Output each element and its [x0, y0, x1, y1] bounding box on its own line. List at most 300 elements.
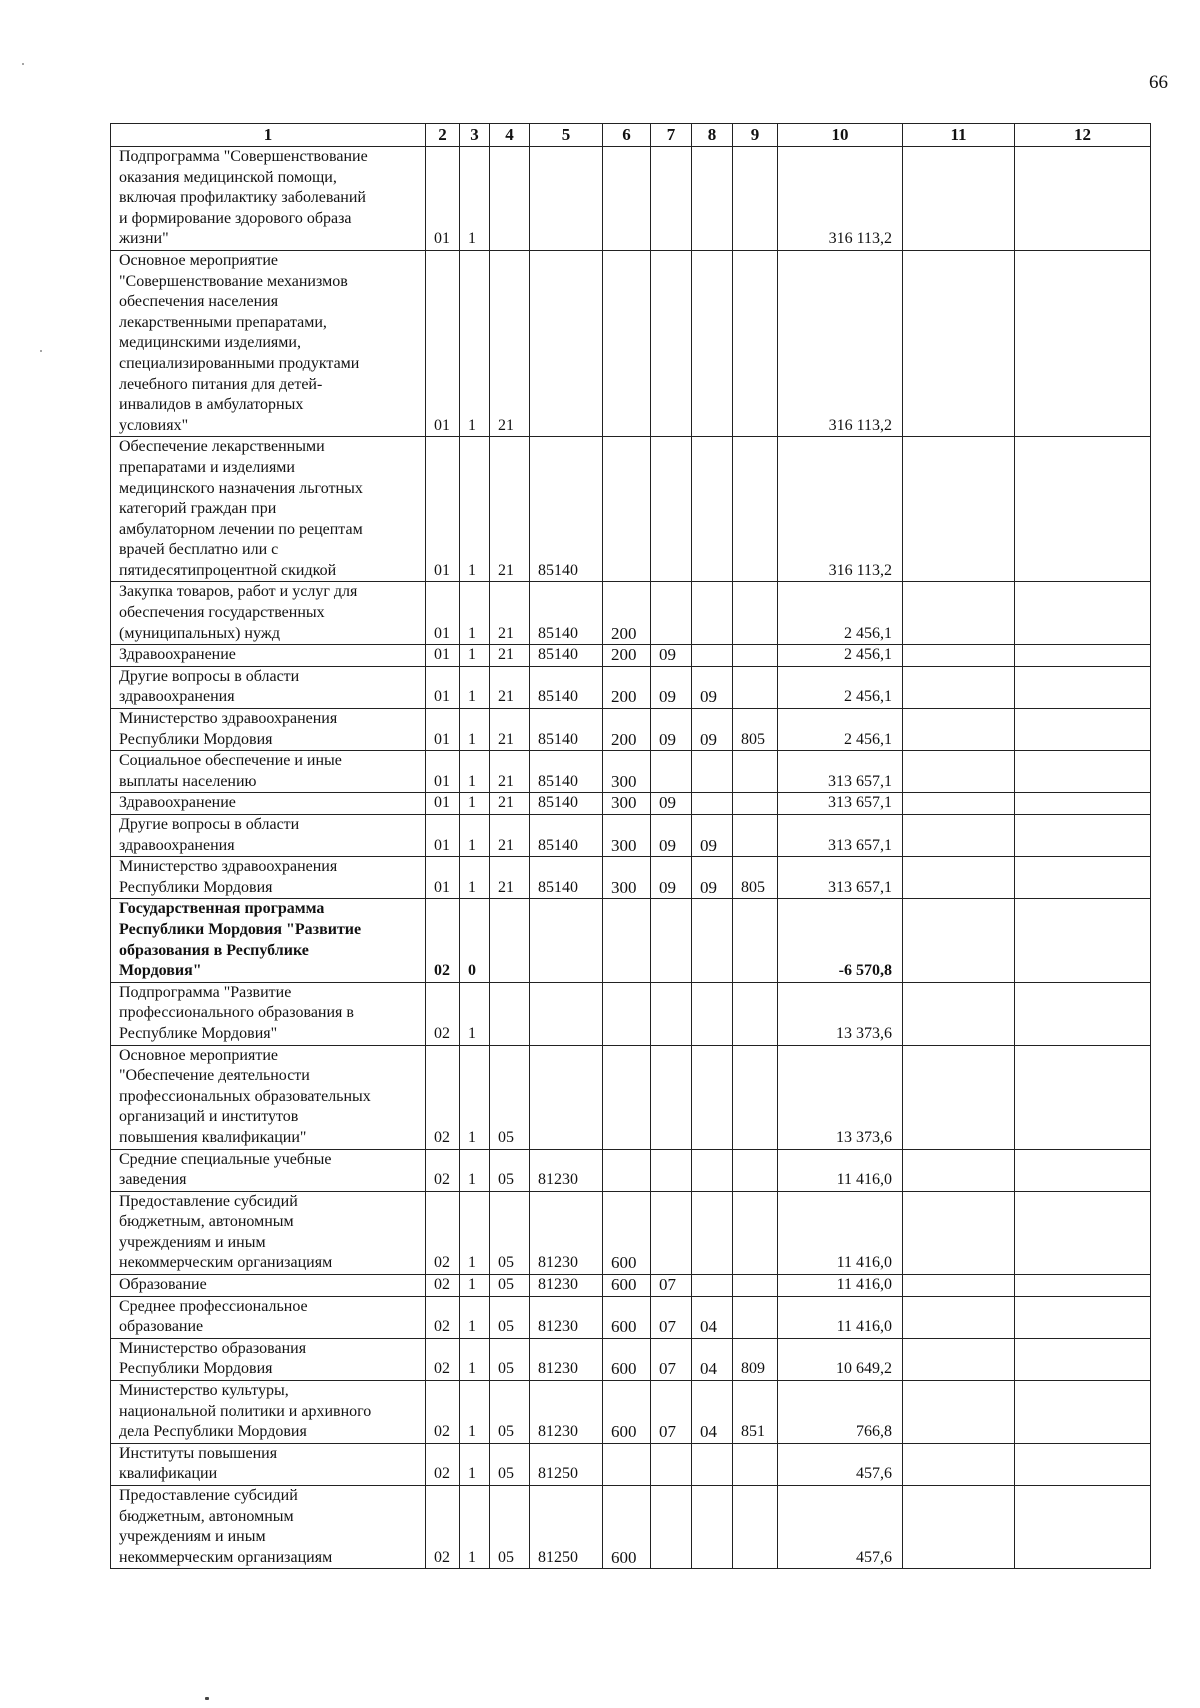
column-11-cell	[903, 437, 1015, 582]
table-row	[111, 582, 1151, 645]
subprogram-code-cell: 0	[460, 899, 490, 982]
program-code-cell: 01	[426, 147, 460, 251]
direction-code-cell: 81230	[530, 1381, 603, 1444]
row-name-cell: Министерство культуры, национальной политики и архивного дела Республики Мордовия	[111, 1381, 426, 1444]
subsection-cell: 04	[692, 1296, 733, 1338]
activity-code-cell: 21	[490, 815, 530, 857]
subprogram-code-cell: 1	[460, 437, 490, 582]
ministry-code-cell	[733, 982, 778, 1045]
expense-type-cell	[603, 982, 651, 1045]
row-name-cell: Министерство здравоохранения Республики Мордовия	[111, 709, 426, 751]
direction-code-cell	[530, 899, 603, 982]
column-12-cell	[1015, 645, 1151, 667]
activity-code-cell: 21	[490, 250, 530, 436]
ministry-code-cell	[733, 645, 778, 667]
row-name-cell: Основное мероприятие "Совершенствование механизмов обеспечения населения лекарственными препаратами, медицинскими изделиями, специализированными продуктами лечебного питания для детей- инвалидов в амбулаторных условиях"	[111, 250, 426, 436]
subprogram-code-cell: 1	[460, 751, 490, 793]
row-name-cell: Обеспечение лекарственными препаратами и изделиями медицинского назначения льготных категорий граждан при амбулаторном лечении по рецептам врачей бесплатно или с пятидесятипроцентной скидкой	[111, 437, 426, 582]
subprogram-code-cell: 1	[460, 1381, 490, 1444]
direction-code-cell: 85140	[530, 751, 603, 793]
amount-cell: 313 657,1	[778, 815, 903, 857]
section-cell: 09	[651, 709, 692, 751]
column-11-cell	[903, 250, 1015, 436]
subsection-cell	[692, 147, 733, 251]
subprogram-code-cell: 1	[460, 1275, 490, 1297]
subsection-cell	[692, 899, 733, 982]
column-11-cell	[903, 666, 1015, 708]
amount-cell: 13 373,6	[778, 1045, 903, 1149]
expense-type-cell	[603, 147, 651, 251]
column-11-cell	[903, 1045, 1015, 1149]
row-name-cell: Здравоохранение	[111, 645, 426, 667]
ministry-code-cell	[733, 1275, 778, 1297]
column-12-cell	[1015, 1338, 1151, 1380]
section-cell	[651, 1443, 692, 1485]
direction-code-cell: 85140	[530, 582, 603, 645]
column-header-12: 12	[1015, 124, 1151, 147]
column-11-cell	[903, 147, 1015, 251]
subsection-cell	[692, 645, 733, 667]
subprogram-code-cell: 1	[460, 1191, 490, 1274]
table-row	[111, 666, 1151, 708]
amount-cell: 11 416,0	[778, 1191, 903, 1274]
direction-code-cell: 85140	[530, 793, 603, 815]
column-header-10: 10	[778, 124, 903, 147]
program-code-cell: 01	[426, 709, 460, 751]
row-name-cell: Институты повышения квалификации	[111, 1443, 426, 1485]
section-cell	[651, 147, 692, 251]
program-code-cell: 02	[426, 1275, 460, 1297]
program-code-cell: 02	[426, 899, 460, 982]
expense-type-cell: 300	[603, 793, 651, 815]
subsection-cell	[692, 1275, 733, 1297]
row-name-cell: Основное мероприятие "Обеспечение деятельности профессиональных образовательных организаций и институтов повышения квалификации"	[111, 1045, 426, 1149]
expense-type-cell	[603, 1443, 651, 1485]
program-code-cell: 01	[426, 645, 460, 667]
column-12-cell	[1015, 1381, 1151, 1444]
column-11-cell	[903, 982, 1015, 1045]
amount-cell: 766,8	[778, 1381, 903, 1444]
expense-type-cell: 300	[603, 815, 651, 857]
direction-code-cell: 85140	[530, 666, 603, 708]
subprogram-code-cell: 1	[460, 147, 490, 251]
program-code-cell: 02	[426, 1296, 460, 1338]
column-11-cell	[903, 1191, 1015, 1274]
column-12-cell	[1015, 1149, 1151, 1191]
section-cell: 09	[651, 857, 692, 899]
column-11-cell	[903, 1381, 1015, 1444]
amount-cell: 2 456,1	[778, 645, 903, 667]
column-12-cell	[1015, 751, 1151, 793]
table-row	[111, 982, 1151, 1045]
page-number: 66	[1149, 72, 1168, 93]
activity-code-cell	[490, 899, 530, 982]
activity-code-cell: 05	[490, 1149, 530, 1191]
subprogram-code-cell: 1	[460, 1338, 490, 1380]
amount-cell: 316 113,2	[778, 437, 903, 582]
activity-code-cell: 21	[490, 857, 530, 899]
direction-code-cell: 81230	[530, 1275, 603, 1297]
ministry-code-cell	[733, 147, 778, 251]
subprogram-code-cell: 1	[460, 1296, 490, 1338]
table-row	[111, 1381, 1151, 1444]
table-row	[111, 1191, 1151, 1274]
table-row	[111, 751, 1151, 793]
activity-code-cell: 21	[490, 793, 530, 815]
column-header-1: 1	[111, 124, 426, 147]
table-row	[111, 1149, 1151, 1191]
table-row	[111, 645, 1151, 667]
subsection-cell	[692, 1149, 733, 1191]
expense-type-cell: 600	[603, 1338, 651, 1380]
row-name-cell: Образование	[111, 1275, 426, 1297]
column-12-cell	[1015, 899, 1151, 982]
direction-code-cell: 85140	[530, 709, 603, 751]
direction-code-cell	[530, 1045, 603, 1149]
column-11-cell	[903, 1275, 1015, 1297]
subsection-cell	[692, 1443, 733, 1485]
expense-type-cell: 200	[603, 645, 651, 667]
subprogram-code-cell: 1	[460, 815, 490, 857]
ministry-code-cell	[733, 1045, 778, 1149]
program-code-cell: 01	[426, 815, 460, 857]
subprogram-code-cell: 1	[460, 793, 490, 815]
column-12-cell	[1015, 666, 1151, 708]
table-row	[111, 815, 1151, 857]
row-name-cell: Другие вопросы в области здравоохранения	[111, 815, 426, 857]
column-12-cell	[1015, 1296, 1151, 1338]
activity-code-cell: 05	[490, 1443, 530, 1485]
column-12-cell	[1015, 1191, 1151, 1274]
column-11-cell	[903, 582, 1015, 645]
subprogram-code-cell: 1	[460, 582, 490, 645]
expense-type-cell	[603, 437, 651, 582]
amount-cell: 2 456,1	[778, 666, 903, 708]
ministry-code-cell	[733, 437, 778, 582]
column-header-11: 11	[903, 124, 1015, 147]
program-code-cell: 01	[426, 582, 460, 645]
subsection-cell	[692, 1191, 733, 1274]
column-11-cell	[903, 857, 1015, 899]
subprogram-code-cell: 1	[460, 1045, 490, 1149]
column-12-cell	[1015, 1486, 1151, 1569]
ministry-code-cell	[733, 250, 778, 436]
section-cell	[651, 250, 692, 436]
column-header-6: 6	[603, 124, 651, 147]
column-12-cell	[1015, 815, 1151, 857]
program-code-cell: 02	[426, 1149, 460, 1191]
column-12-cell	[1015, 857, 1151, 899]
header-row	[111, 124, 1151, 147]
expense-type-cell: 200	[603, 709, 651, 751]
ministry-code-cell: 851	[733, 1381, 778, 1444]
section-cell: 07	[651, 1296, 692, 1338]
subsection-cell	[692, 793, 733, 815]
table-row	[111, 437, 1151, 582]
direction-code-cell: 81250	[530, 1486, 603, 1569]
activity-code-cell: 05	[490, 1275, 530, 1297]
expense-type-cell	[603, 250, 651, 436]
scan-speck	[40, 350, 42, 352]
expense-type-cell: 600	[603, 1191, 651, 1274]
row-name-cell: Министерство здравоохранения Республики Мордовия	[111, 857, 426, 899]
section-cell	[651, 1191, 692, 1274]
section-cell: 09	[651, 815, 692, 857]
amount-cell: 2 456,1	[778, 709, 903, 751]
scan-speck	[205, 1697, 209, 1700]
expense-type-cell	[603, 899, 651, 982]
subsection-cell: 09	[692, 857, 733, 899]
amount-cell: 11 416,0	[778, 1275, 903, 1297]
subsection-cell	[692, 250, 733, 436]
subsection-cell	[692, 582, 733, 645]
ministry-code-cell: 809	[733, 1338, 778, 1380]
activity-code-cell: 05	[490, 1191, 530, 1274]
direction-code-cell: 81250	[530, 1443, 603, 1485]
section-cell	[651, 1045, 692, 1149]
row-name-cell: Другие вопросы в области здравоохранения	[111, 666, 426, 708]
column-12-cell	[1015, 982, 1151, 1045]
direction-code-cell: 85140	[530, 645, 603, 667]
amount-cell: 313 657,1	[778, 793, 903, 815]
subsection-cell	[692, 1045, 733, 1149]
program-code-cell: 02	[426, 1191, 460, 1274]
subprogram-code-cell: 1	[460, 857, 490, 899]
budget-table	[110, 123, 1151, 1569]
activity-code-cell: 21	[490, 437, 530, 582]
section-cell	[651, 582, 692, 645]
expense-type-cell: 600	[603, 1296, 651, 1338]
subprogram-code-cell: 1	[460, 645, 490, 667]
column-header-3: 3	[460, 124, 490, 147]
activity-code-cell: 21	[490, 582, 530, 645]
expense-type-cell: 300	[603, 857, 651, 899]
amount-cell: 11 416,0	[778, 1149, 903, 1191]
expense-type-cell: 600	[603, 1275, 651, 1297]
subprogram-code-cell: 1	[460, 1486, 490, 1569]
row-name-cell: Министерство образования Республики Мордовия	[111, 1338, 426, 1380]
direction-code-cell: 81230	[530, 1191, 603, 1274]
column-11-cell	[903, 815, 1015, 857]
column-12-cell	[1015, 709, 1151, 751]
section-cell	[651, 1149, 692, 1191]
program-code-cell: 02	[426, 1045, 460, 1149]
column-11-cell	[903, 709, 1015, 751]
section-cell	[651, 751, 692, 793]
expense-type-cell: 300	[603, 751, 651, 793]
column-12-cell	[1015, 147, 1151, 251]
table-row	[111, 899, 1151, 982]
amount-cell: 11 416,0	[778, 1296, 903, 1338]
program-code-cell: 02	[426, 982, 460, 1045]
subsection-cell	[692, 751, 733, 793]
column-header-5: 5	[530, 124, 603, 147]
table-row	[111, 1443, 1151, 1485]
column-12-cell	[1015, 250, 1151, 436]
amount-cell: -6 570,8	[778, 899, 903, 982]
ministry-code-cell: 805	[733, 857, 778, 899]
row-name-cell: Предоставление субсидий бюджетным, автономным учреждениям и иным некоммерческим организациям	[111, 1486, 426, 1569]
direction-code-cell	[530, 147, 603, 251]
subsection-cell	[692, 982, 733, 1045]
ministry-code-cell	[733, 793, 778, 815]
amount-cell: 457,6	[778, 1443, 903, 1485]
program-code-cell: 01	[426, 250, 460, 436]
program-code-cell: 02	[426, 1381, 460, 1444]
program-code-cell: 02	[426, 1338, 460, 1380]
table-row	[111, 1045, 1151, 1149]
program-code-cell: 02	[426, 1486, 460, 1569]
section-cell	[651, 1486, 692, 1569]
expense-type-cell: 600	[603, 1381, 651, 1444]
column-11-cell	[903, 1443, 1015, 1485]
program-code-cell: 01	[426, 666, 460, 708]
section-cell	[651, 899, 692, 982]
table-row	[111, 1338, 1151, 1380]
column-11-cell	[903, 793, 1015, 815]
activity-code-cell: 21	[490, 751, 530, 793]
direction-code-cell	[530, 250, 603, 436]
subprogram-code-cell: 1	[460, 1149, 490, 1191]
activity-code-cell: 05	[490, 1338, 530, 1380]
column-12-cell	[1015, 1275, 1151, 1297]
column-11-cell	[903, 1149, 1015, 1191]
program-code-cell: 01	[426, 793, 460, 815]
direction-code-cell: 85140	[530, 857, 603, 899]
column-header-4: 4	[490, 124, 530, 147]
section-cell: 09	[651, 645, 692, 667]
column-12-cell	[1015, 793, 1151, 815]
section-cell: 07	[651, 1381, 692, 1444]
amount-cell: 13 373,6	[778, 982, 903, 1045]
expense-type-cell: 200	[603, 582, 651, 645]
ministry-code-cell	[733, 1486, 778, 1569]
activity-code-cell: 21	[490, 709, 530, 751]
row-name-cell: Среднее профессиональное образование	[111, 1296, 426, 1338]
expense-type-cell	[603, 1149, 651, 1191]
activity-code-cell: 05	[490, 1381, 530, 1444]
direction-code-cell	[530, 982, 603, 1045]
activity-code-cell: 21	[490, 666, 530, 708]
direction-code-cell: 81230	[530, 1296, 603, 1338]
section-cell: 07	[651, 1275, 692, 1297]
section-cell: 07	[651, 1338, 692, 1380]
expense-type-cell: 200	[603, 666, 651, 708]
subprogram-code-cell: 1	[460, 666, 490, 708]
subprogram-code-cell: 1	[460, 982, 490, 1045]
program-code-cell: 01	[426, 437, 460, 582]
activity-code-cell: 21	[490, 645, 530, 667]
ministry-code-cell	[733, 1149, 778, 1191]
column-12-cell	[1015, 582, 1151, 645]
row-name-cell: Здравоохранение	[111, 793, 426, 815]
table-row	[111, 1296, 1151, 1338]
column-12-cell	[1015, 1045, 1151, 1149]
activity-code-cell: 05	[490, 1045, 530, 1149]
row-name-cell: Социальное обеспечение и иные выплаты населению	[111, 751, 426, 793]
program-code-cell: 02	[426, 1443, 460, 1485]
subsection-cell	[692, 1486, 733, 1569]
amount-cell: 316 113,2	[778, 147, 903, 251]
amount-cell: 2 456,1	[778, 582, 903, 645]
column-header-9: 9	[733, 124, 778, 147]
direction-code-cell: 85140	[530, 815, 603, 857]
expense-type-cell: 600	[603, 1486, 651, 1569]
column-header-8: 8	[692, 124, 733, 147]
amount-cell: 457,6	[778, 1486, 903, 1569]
direction-code-cell: 81230	[530, 1149, 603, 1191]
table-row	[111, 1486, 1151, 1569]
row-name-cell: Предоставление субсидий бюджетным, автономным учреждениям и иным некоммерческим организациям	[111, 1191, 426, 1274]
direction-code-cell: 85140	[530, 437, 603, 582]
section-cell	[651, 437, 692, 582]
ministry-code-cell	[733, 1296, 778, 1338]
column-header-7: 7	[651, 124, 692, 147]
activity-code-cell	[490, 147, 530, 251]
column-11-cell	[903, 899, 1015, 982]
ministry-code-cell	[733, 899, 778, 982]
activity-code-cell	[490, 982, 530, 1045]
row-name-cell: Подпрограмма "Совершенствование оказания медицинской помощи, включая профилактику заболеваний и формирование здорового образа жизни"	[111, 147, 426, 251]
amount-cell: 313 657,1	[778, 751, 903, 793]
table-row	[111, 857, 1151, 899]
column-12-cell	[1015, 437, 1151, 582]
column-11-cell	[903, 1486, 1015, 1569]
subsection-cell: 04	[692, 1381, 733, 1444]
table-row	[111, 709, 1151, 751]
activity-code-cell: 05	[490, 1486, 530, 1569]
subsection-cell: 09	[692, 709, 733, 751]
subsection-cell: 09	[692, 666, 733, 708]
ministry-code-cell: 805	[733, 709, 778, 751]
section-cell: 09	[651, 793, 692, 815]
row-name-cell: Средние специальные учебные заведения	[111, 1149, 426, 1191]
table-body	[111, 147, 1151, 1569]
amount-cell: 313 657,1	[778, 857, 903, 899]
subsection-cell	[692, 437, 733, 582]
program-code-cell: 01	[426, 751, 460, 793]
direction-code-cell: 81230	[530, 1338, 603, 1380]
ministry-code-cell	[733, 751, 778, 793]
table-row	[111, 1275, 1151, 1297]
scan-speck	[22, 63, 24, 65]
subprogram-code-cell: 1	[460, 709, 490, 751]
subsection-cell: 09	[692, 815, 733, 857]
ministry-code-cell	[733, 666, 778, 708]
column-11-cell	[903, 1296, 1015, 1338]
column-11-cell	[903, 751, 1015, 793]
program-code-cell: 01	[426, 857, 460, 899]
activity-code-cell: 05	[490, 1296, 530, 1338]
subprogram-code-cell: 1	[460, 250, 490, 436]
table-row	[111, 250, 1151, 436]
ministry-code-cell	[733, 1443, 778, 1485]
row-name-cell: Государственная программа Республики Мордовия "Развитие образования в Республике Мордовия"	[111, 899, 426, 982]
table-row	[111, 147, 1151, 251]
ministry-code-cell	[733, 815, 778, 857]
expense-type-cell	[603, 1045, 651, 1149]
row-name-cell: Подпрограмма "Развитие профессионального образования в Республике Мордовия"	[111, 982, 426, 1045]
amount-cell: 316 113,2	[778, 250, 903, 436]
column-11-cell	[903, 645, 1015, 667]
column-header-2: 2	[426, 124, 460, 147]
section-cell: 09	[651, 666, 692, 708]
ministry-code-cell	[733, 582, 778, 645]
subsection-cell: 04	[692, 1338, 733, 1380]
ministry-code-cell	[733, 1191, 778, 1274]
subprogram-code-cell: 1	[460, 1443, 490, 1485]
section-cell	[651, 982, 692, 1045]
